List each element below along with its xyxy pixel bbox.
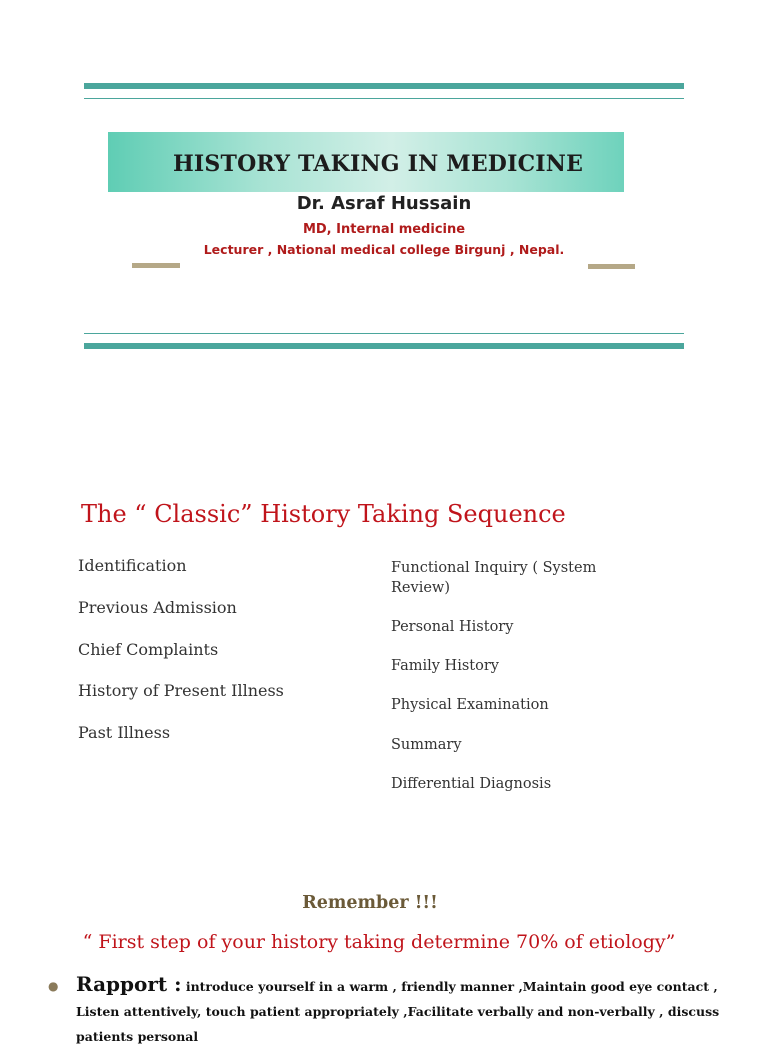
list-item: Previous Admission [78, 597, 237, 617]
author-affiliation: Lecturer , National medical college Birgunj , Nepal. [203, 242, 565, 257]
rapport-label: Rapport : [76, 972, 182, 996]
title-banner [108, 132, 624, 192]
slide-title: HISTORY TAKING IN MEDICINE [172, 151, 584, 177]
bottom-thick-rule [84, 343, 684, 349]
list-item: Family History [391, 658, 499, 674]
rapport-bullet [76, 972, 726, 1049]
accent-bar-left [132, 263, 180, 268]
bullet-icon: ● [48, 979, 59, 993]
etiology-quote: “ First step of your history taking determine 70% of etiology” [82, 931, 676, 953]
top-thick-rule [84, 83, 684, 89]
list-item: Chief Complaints [78, 639, 219, 659]
author-line [0, 193, 768, 214]
degree-line [0, 218, 768, 237]
sequence-right-list [391, 558, 641, 794]
list-item: Past Illness [78, 723, 171, 743]
list-item: Functional Inquiry ( System Review) [391, 560, 597, 596]
list-item: History of Present Illness [78, 681, 284, 701]
list-item: Summary [391, 737, 462, 753]
author-name: Dr. Asraf Hussain [296, 193, 472, 214]
sequence-title: The “ Classic” History Taking Sequence [81, 500, 566, 528]
top-thin-rule [84, 98, 684, 99]
sequence-left-list [78, 556, 378, 765]
rapport-text: introduce yourself in a warm , friendly manner ,Maintain good eye contact , Listen attentively, touch patient appropriately ,Facilitate verbally and non-verbally , discuss patients personal [76, 979, 720, 1044]
affiliation-line [0, 239, 768, 258]
list-item: Personal History [391, 619, 514, 635]
accent-bar-right [588, 264, 635, 269]
bottom-thin-rule [84, 333, 684, 334]
list-item: Identification [78, 556, 187, 575]
author-degree: MD, Internal medicine [302, 222, 466, 237]
list-item: Physical Examination [391, 697, 549, 713]
list-item: Differential Diagnosis [391, 776, 552, 792]
remember-heading: Remember !!! [302, 893, 438, 913]
